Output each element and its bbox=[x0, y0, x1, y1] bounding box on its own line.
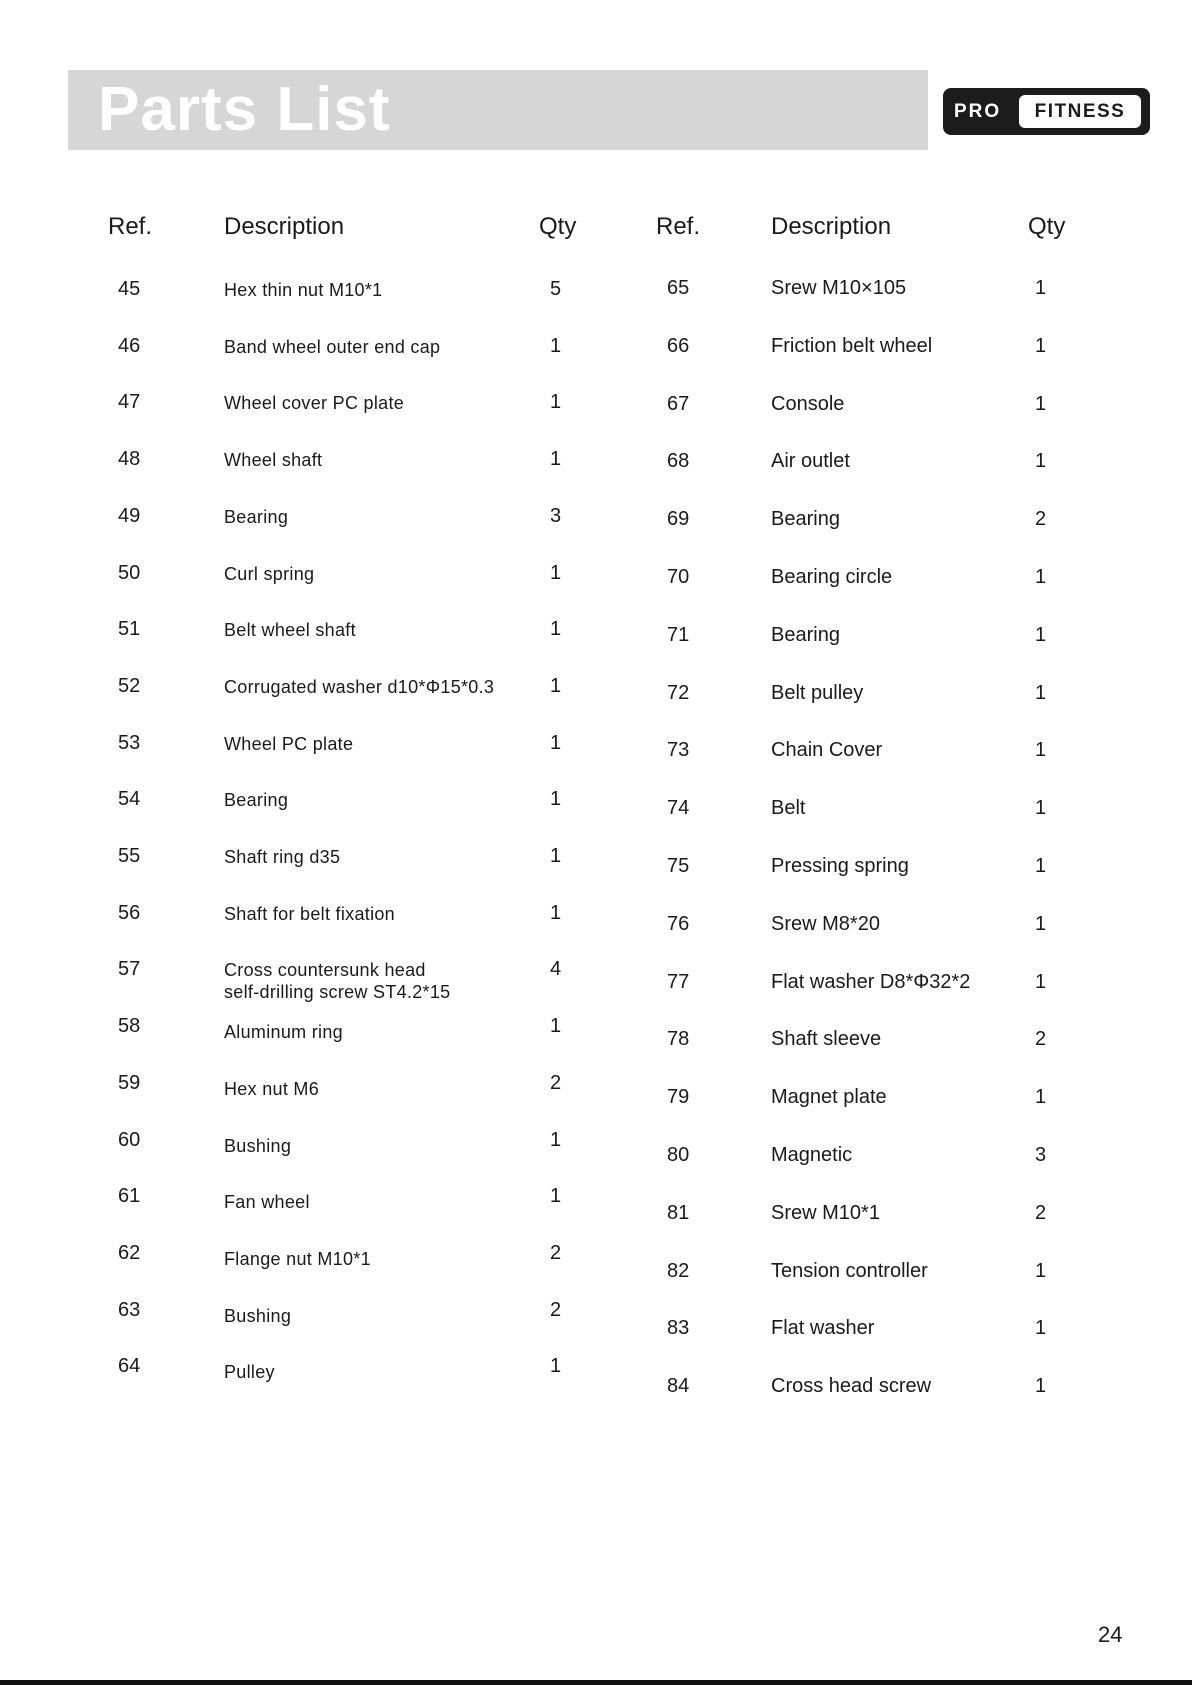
part-ref: 66 bbox=[667, 334, 690, 357]
left-description-header: Description bbox=[224, 213, 345, 240]
part-qty: 1 bbox=[550, 1015, 562, 1038]
page-title: Parts List bbox=[98, 75, 391, 144]
part-ref: 78 bbox=[667, 1028, 690, 1051]
part-description: Bushing bbox=[224, 1135, 292, 1156]
part-description: Tension controller bbox=[771, 1259, 928, 1282]
part-qty: 2 bbox=[550, 1071, 562, 1094]
part-description: Srew M10×105 bbox=[771, 277, 907, 299]
part-description: Hex thin nut M10*1 bbox=[224, 280, 383, 300]
part-ref: 80 bbox=[667, 1144, 690, 1166]
part-description: Belt bbox=[771, 797, 806, 820]
part-ref: 75 bbox=[667, 855, 690, 877]
part-description: Shaft for belt fixation bbox=[224, 903, 395, 924]
part-description: Magnetic bbox=[771, 1144, 853, 1166]
part-description: Corrugated washer d10*Φ15*0.3 bbox=[224, 676, 495, 697]
part-ref: 52 bbox=[118, 674, 141, 697]
part-ref: 68 bbox=[667, 450, 690, 473]
part-ref: 63 bbox=[118, 1298, 141, 1321]
part-description: Wheel PC plate bbox=[224, 733, 354, 754]
part-ref: 55 bbox=[118, 845, 141, 867]
part-qty: 1 bbox=[1035, 681, 1047, 704]
part-qty: 1 bbox=[1035, 334, 1047, 357]
part-ref: 69 bbox=[667, 508, 690, 531]
part-qty: 1 bbox=[550, 731, 562, 754]
part-ref: 62 bbox=[118, 1241, 141, 1264]
part-qty: 1 bbox=[550, 448, 562, 471]
part-qty: 1 bbox=[1035, 1375, 1047, 1398]
part-qty: 1 bbox=[1035, 1317, 1047, 1340]
part-ref: 48 bbox=[118, 448, 141, 471]
part-description: Air outlet bbox=[771, 450, 850, 473]
part-ref: 46 bbox=[118, 334, 141, 357]
part-qty: 1 bbox=[550, 788, 562, 811]
part-qty: 1 bbox=[1035, 855, 1047, 877]
part-ref: 60 bbox=[118, 1128, 141, 1151]
part-qty: 1 bbox=[1035, 277, 1047, 299]
part-qty: 5 bbox=[550, 278, 562, 300]
bottom-rule bbox=[0, 1680, 1192, 1685]
part-qty: 2 bbox=[550, 1298, 562, 1321]
part-description: Shaft ring d35 bbox=[224, 847, 341, 867]
part-description: Flange nut M10*1 bbox=[224, 1248, 371, 1269]
part-qty: 1 bbox=[550, 334, 562, 357]
part-description: Flat washer bbox=[771, 1317, 875, 1340]
part-ref: 61 bbox=[118, 1185, 141, 1208]
part-description: Curl spring bbox=[224, 563, 315, 584]
part-qty: 4 bbox=[550, 958, 562, 981]
part-ref: 77 bbox=[667, 970, 690, 993]
part-qty: 1 bbox=[1035, 1086, 1047, 1109]
part-description: Friction belt wheel bbox=[771, 334, 933, 357]
part-ref: 58 bbox=[118, 1015, 141, 1038]
part-ref: 49 bbox=[118, 504, 141, 527]
part-description: Belt pulley bbox=[771, 681, 864, 704]
part-ref: 47 bbox=[118, 391, 141, 414]
part-description: Cross countersunk head bbox=[224, 960, 426, 981]
part-ref: 45 bbox=[118, 278, 141, 300]
part-qty: 1 bbox=[1035, 623, 1047, 646]
part-description: Srew M10*1 bbox=[771, 1201, 880, 1224]
part-ref: 84 bbox=[667, 1375, 690, 1398]
part-qty: 2 bbox=[1035, 508, 1047, 531]
part-description: Bearing bbox=[771, 508, 840, 531]
logo-fitness-text: FITNESS bbox=[1019, 95, 1141, 128]
part-ref: 53 bbox=[118, 731, 141, 754]
part-description: Pulley bbox=[224, 1362, 275, 1383]
part-description: Belt wheel shaft bbox=[224, 620, 356, 641]
page-number: 24 bbox=[1098, 1622, 1123, 1647]
left-qty-header: Qty bbox=[539, 213, 577, 240]
part-ref: 72 bbox=[667, 681, 690, 704]
part-description: Band wheel outer end cap bbox=[224, 336, 441, 357]
part-qty: 1 bbox=[1035, 912, 1047, 935]
part-description: Bearing bbox=[224, 506, 289, 527]
title-banner bbox=[68, 70, 928, 150]
part-qty: 1 bbox=[550, 674, 562, 697]
part-qty: 1 bbox=[1035, 392, 1047, 415]
part-qty: 1 bbox=[1035, 970, 1047, 993]
part-description: Bearing bbox=[224, 790, 289, 811]
part-description: Flat washer D8*Φ32*2 bbox=[771, 970, 971, 993]
left-ref-header: Ref. bbox=[108, 213, 153, 240]
logo-pro-text: PRO bbox=[954, 101, 1002, 122]
part-qty: 3 bbox=[550, 504, 562, 527]
part-ref: 59 bbox=[118, 1071, 141, 1094]
part-ref: 70 bbox=[667, 566, 690, 588]
part-qty: 1 bbox=[550, 391, 562, 414]
part-qty: 1 bbox=[550, 1128, 562, 1151]
part-description: Aluminum ring bbox=[224, 1022, 343, 1043]
part-qty: 1 bbox=[1035, 739, 1047, 762]
right-ref-header: Ref. bbox=[656, 213, 701, 240]
part-ref: 83 bbox=[667, 1317, 690, 1340]
part-description-line2: self-drilling screw ST4.2*15 bbox=[224, 982, 451, 1003]
part-qty: 1 bbox=[1035, 450, 1047, 473]
part-description: Fan wheel bbox=[224, 1192, 310, 1213]
part-qty: 1 bbox=[550, 845, 562, 867]
part-qty: 1 bbox=[1035, 1259, 1047, 1282]
part-ref: 82 bbox=[667, 1259, 690, 1282]
part-description: Pressing spring bbox=[771, 855, 909, 877]
part-description: Console bbox=[771, 392, 845, 415]
brand-logo bbox=[943, 88, 1150, 135]
part-qty: 1 bbox=[550, 561, 562, 584]
part-ref: 64 bbox=[118, 1355, 141, 1378]
part-ref: 57 bbox=[118, 958, 141, 981]
part-qty: 1 bbox=[1035, 566, 1047, 588]
part-qty: 2 bbox=[550, 1241, 562, 1264]
part-qty: 1 bbox=[1035, 797, 1047, 820]
part-qty: 1 bbox=[550, 901, 562, 924]
part-ref: 65 bbox=[667, 277, 690, 299]
part-qty: 2 bbox=[1035, 1201, 1047, 1224]
part-ref: 67 bbox=[667, 392, 690, 415]
part-qty: 1 bbox=[550, 1185, 562, 1208]
part-description: Wheel cover PC plate bbox=[224, 393, 405, 414]
part-description: Cross head screw bbox=[771, 1375, 932, 1398]
part-ref: 56 bbox=[118, 901, 141, 924]
part-qty: 2 bbox=[1035, 1028, 1047, 1051]
right-description-header: Description bbox=[771, 213, 892, 240]
part-qty: 1 bbox=[550, 618, 562, 641]
part-ref: 76 bbox=[667, 912, 690, 935]
part-qty: 3 bbox=[1035, 1144, 1047, 1166]
part-ref: 50 bbox=[118, 561, 141, 584]
part-ref: 81 bbox=[667, 1201, 690, 1224]
part-description: Bushing bbox=[224, 1305, 292, 1326]
part-description: Shaft sleeve bbox=[771, 1028, 882, 1051]
part-description: Magnet plate bbox=[771, 1086, 887, 1109]
part-ref: 74 bbox=[667, 797, 690, 820]
part-ref: 51 bbox=[118, 618, 141, 641]
right-qty-header: Qty bbox=[1028, 213, 1066, 240]
part-ref: 54 bbox=[118, 788, 141, 811]
part-ref: 71 bbox=[667, 623, 690, 646]
part-description: Srew M8*20 bbox=[771, 912, 880, 935]
part-ref: 73 bbox=[667, 739, 690, 762]
part-description: Wheel shaft bbox=[224, 450, 323, 471]
part-qty: 1 bbox=[550, 1355, 562, 1378]
part-description: Bearing bbox=[771, 623, 840, 646]
part-description: Chain Cover bbox=[771, 739, 883, 762]
part-ref: 79 bbox=[667, 1086, 690, 1109]
part-description: Hex nut M6 bbox=[224, 1078, 320, 1099]
part-description: Bearing circle bbox=[771, 566, 893, 588]
